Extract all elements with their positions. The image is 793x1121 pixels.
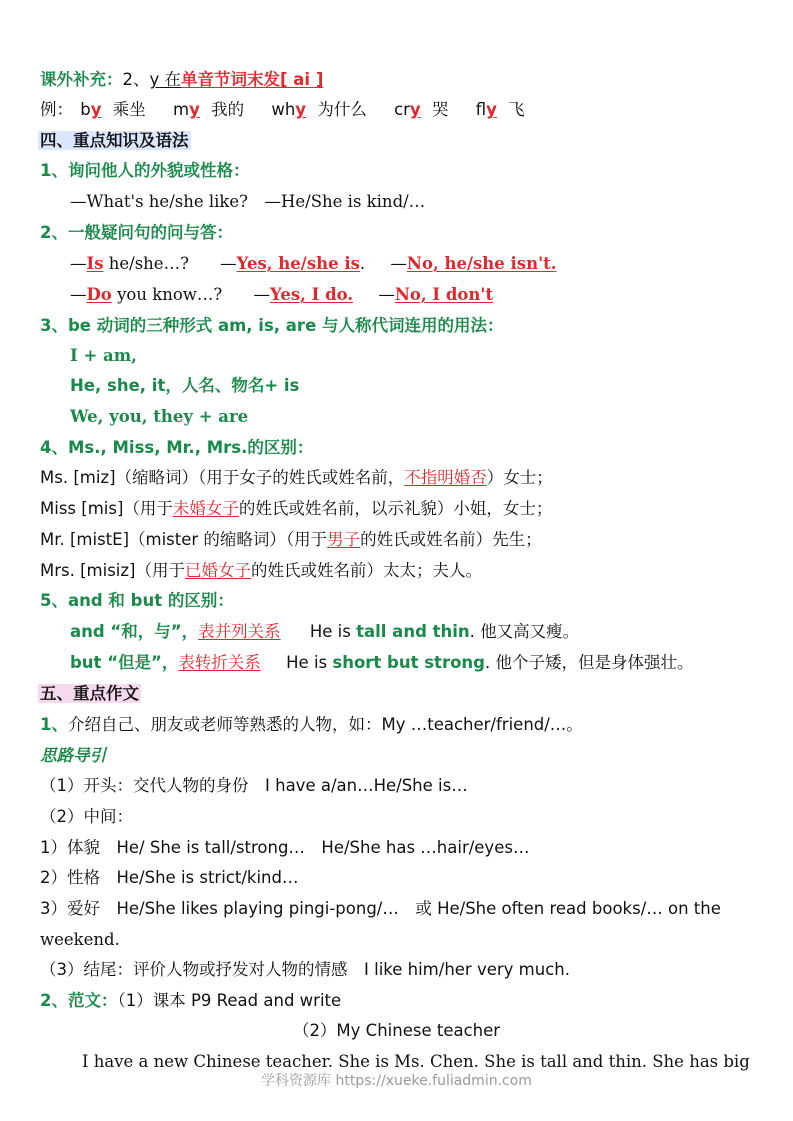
- dash: —: [70, 254, 87, 273]
- example-meaning: 哭: [431, 100, 449, 119]
- dash: —: [253, 285, 270, 304]
- question-text: you know…?: [111, 285, 223, 304]
- mrs-text: Mrs. [misiz]（用于: [40, 561, 185, 580]
- and-lead: and “和，与”，: [70, 622, 199, 641]
- title-mrs: [40, 560, 793, 582]
- example-word: fly: [475, 100, 497, 119]
- guide-hobby-text: 3）爱好 He/She likes playing pingi-pong/… 或 He/She often read books/… on the: [40, 899, 721, 918]
- but-highlight: 表转折关系: [178, 653, 261, 672]
- be-rule-am: [70, 345, 793, 367]
- dash: —: [378, 285, 395, 304]
- answer-no: No, he/she isn't.: [406, 254, 557, 273]
- guide-hobby: [40, 898, 793, 920]
- knowledge-1-title: [40, 160, 793, 182]
- example-meaning: 我的: [211, 100, 245, 119]
- guide-appearance: [40, 837, 793, 859]
- knowledge-2-title: [40, 222, 793, 244]
- be-rule-are-text: We, you, they + are: [70, 407, 249, 426]
- ms-suffix: ）女士；: [486, 468, 553, 487]
- knowledge-4-title: [40, 437, 793, 459]
- and-highlight: 表并列关系: [198, 622, 281, 641]
- miss-text: Miss [mis]（用于: [40, 499, 173, 518]
- dash: —: [220, 254, 237, 273]
- ms-highlight: 不指明婚否: [404, 468, 487, 487]
- rule-text: 单音节词末发: [181, 70, 281, 89]
- supplement-number: 2、: [122, 70, 150, 89]
- but-usage: [70, 652, 793, 674]
- knowledge-3-title-text: 3、be 动词的三种形式 am, is, are 与人称代词连用的用法：: [40, 316, 504, 335]
- guide-hobby-cont-text: weekend.: [40, 930, 120, 949]
- examples-prefix: 例：: [40, 100, 73, 119]
- title-mr: [40, 529, 793, 551]
- guide-ending: [40, 959, 793, 981]
- writing-2-label: 范文：: [67, 991, 118, 1010]
- knowledge-5-title-text: 5、and 和 but 的区别：: [40, 591, 234, 610]
- and-usage: [70, 621, 793, 643]
- title-miss: [40, 498, 793, 520]
- supplement-line: [40, 69, 793, 91]
- answer-is: Is: [86, 254, 104, 273]
- knowledge-1-title-text: 1、询问他人的外貌或性格：: [40, 161, 250, 180]
- sample-title: [0, 1020, 793, 1042]
- knowledge-2-title-text: 2、一般疑问句的问与答：: [40, 223, 233, 242]
- letter-y: y: [149, 70, 160, 89]
- footer-watermark: 学科资源库 https://xueke.fuliadmin.com: [261, 1073, 532, 1089]
- mr-suffix: 的姓氏或姓名前）先生；: [360, 530, 542, 549]
- section-4-heading: [38, 130, 793, 152]
- be-rule-is: [70, 375, 793, 397]
- be-rule-is-text: He, she, it，人名、物名+ is: [70, 376, 300, 395]
- writing-guide: [40, 745, 793, 767]
- but-example-key: short but strong: [332, 653, 485, 672]
- be-rule-am-text: I + am,: [70, 346, 137, 365]
- guide-opening: [40, 775, 793, 797]
- mr-highlight: 男子: [327, 530, 361, 549]
- writing-2-number: 2、: [40, 991, 68, 1010]
- dash: —: [390, 254, 407, 273]
- writing-1-text: 介绍自己、朋友或老师等熟悉的人物，如：My …teacher/friend/…。: [67, 715, 583, 734]
- mrs-highlight: 已婚女子: [184, 561, 251, 580]
- mr-text: Mr. [mistE]（mister 的缩略词）（用于: [40, 530, 328, 549]
- example-meaning: 乘坐: [112, 100, 146, 119]
- and-example-start: He is: [309, 622, 357, 641]
- example-meaning: 为什么: [317, 100, 367, 119]
- answer-yes: Yes, I do.: [269, 285, 354, 304]
- answer-do: Do: [86, 285, 112, 304]
- but-example-start: He is: [286, 653, 333, 672]
- question-text: he/she…?: [103, 254, 189, 273]
- writing-guide-label: 思路导引: [40, 746, 106, 765]
- supplement-label: 课外补充：: [40, 70, 123, 89]
- writing-2-text: （1）课本 P9 Read and write: [117, 991, 342, 1010]
- sample-title-text: （2）My Chinese teacher: [292, 1021, 501, 1040]
- question-row-2: [70, 284, 793, 306]
- section-5-title: 五、重点作文: [40, 684, 139, 703]
- knowledge-1-example: [70, 191, 793, 213]
- period: .: [359, 254, 366, 273]
- guide-middle: [40, 806, 793, 828]
- example-meaning: 飞: [508, 100, 525, 119]
- knowledge-3-title: [40, 315, 793, 337]
- question-row-1: [70, 253, 793, 275]
- guide-hobby-cont: [40, 929, 793, 951]
- miss-highlight: 未婚女子: [172, 499, 239, 518]
- and-example-key: tall and thin: [356, 622, 470, 641]
- dash: —: [70, 285, 87, 304]
- example-word: by: [80, 100, 102, 119]
- but-example-end: . 他个子矮，但是身体强壮。: [484, 653, 694, 672]
- in-word: 在: [159, 70, 182, 89]
- example-word: cry: [394, 100, 421, 119]
- guide-appearance-text: 1）体貌 He/ She is tall/strong… He/She has …hair/eyes…: [40, 838, 530, 857]
- writing-1-number: 1、: [40, 715, 68, 734]
- be-rule-are: [70, 406, 793, 428]
- section-5-heading: [38, 683, 793, 705]
- guide-ending-text: （3）结尾：评价人物或抒发对人物的情感 I like him/her very much.: [40, 960, 570, 979]
- guide-middle-text: （2）中间：: [40, 807, 133, 826]
- sample-body-text: I have a new Chinese teacher. She is Ms. Chen. She is tall and thin. She has big: [82, 1052, 750, 1071]
- miss-suffix: 的姓氏或姓名前，以示礼貌）小姐，女士；: [238, 499, 553, 518]
- examples-line: [40, 99, 793, 121]
- knowledge-5-title: [40, 590, 793, 612]
- knowledge-1-example-text: —What's he/she like? —He/She is kind/…: [70, 192, 426, 211]
- and-example-end: . 他又高又瘦。: [469, 622, 580, 641]
- guide-personality: [40, 867, 793, 889]
- but-lead: but “但是”，: [70, 653, 179, 672]
- example-word: why: [271, 100, 307, 119]
- guide-personality-text: 2）性格 He/She is strict/kind…: [40, 868, 299, 887]
- writing-1-title: [40, 714, 793, 736]
- guide-opening-text: （1）开头：交代人物的身份 I have a/an…He/She is…: [40, 776, 468, 795]
- example-word: my: [173, 100, 200, 119]
- ipa-text: [ ai ]: [280, 70, 324, 89]
- ms-text: Ms. [miz]（缩略词）（用于女子的姓氏或姓名前，: [40, 468, 405, 487]
- writing-2-title: [40, 990, 793, 1012]
- answer-no: No, I don't: [394, 285, 494, 304]
- knowledge-4-title-text: 4、Ms., Miss, Mr., Mrs.的区别：: [40, 438, 314, 457]
- section-4-title: 四、重点知识及语法: [40, 131, 189, 150]
- title-ms: [40, 467, 793, 489]
- mrs-suffix: 的姓氏或姓名前）太太；夫人。: [250, 561, 482, 580]
- answer-yes: Yes, he/she is: [236, 254, 360, 273]
